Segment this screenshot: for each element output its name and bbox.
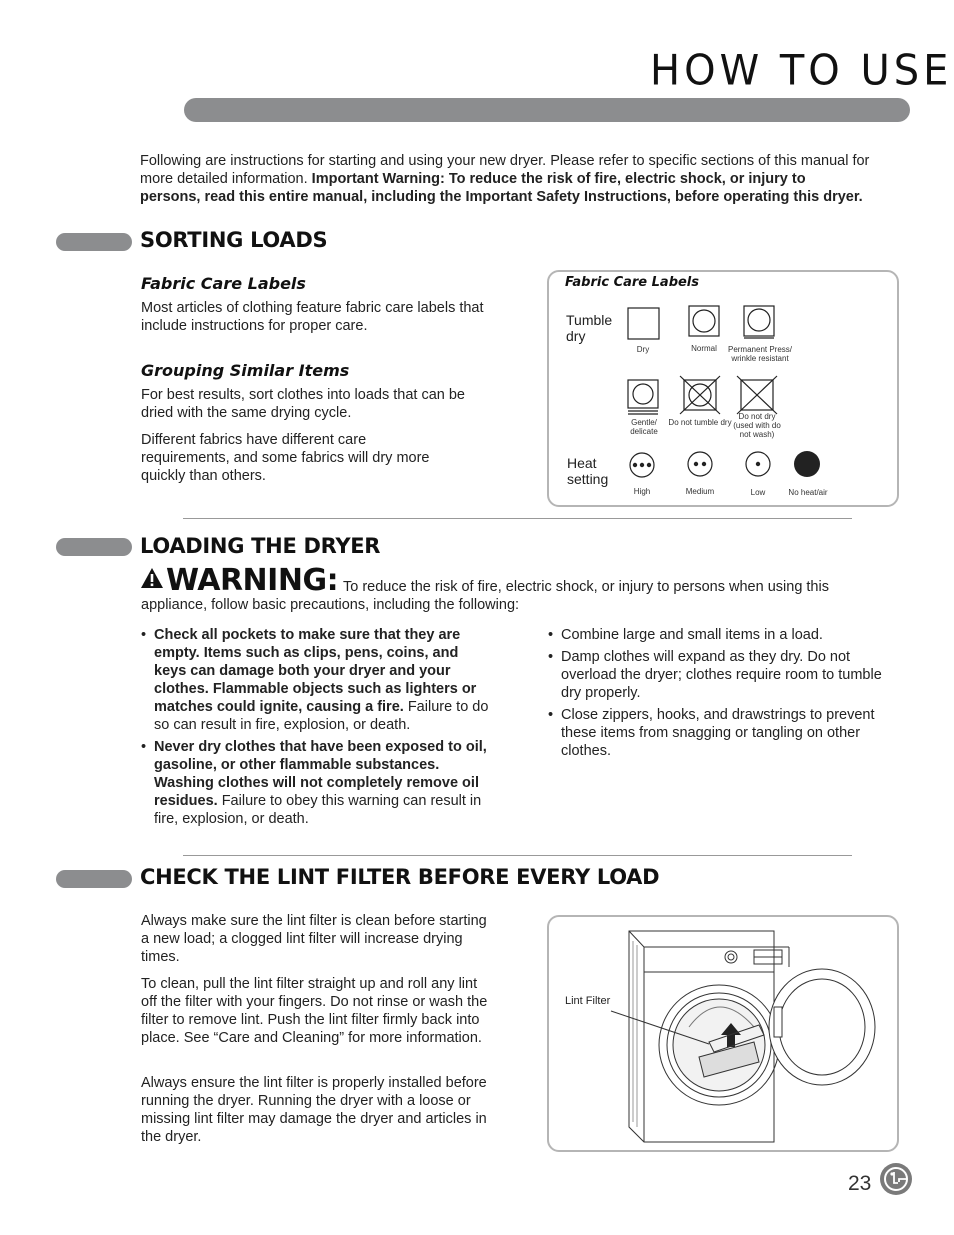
title-bar [184,98,910,122]
no-heat-symbol [794,451,820,477]
care-box-title: Fabric Care Labels [565,275,700,290]
warning-text: To reduce the risk of fire, electric shock, or injury to persons when using this appliance, follow basic precautions, including the following: [141,579,829,613]
warning-list-left [141,626,491,832]
intro-warning: Important Warning: To reduce the risk of fire, electric shock, or injury to persons, read this entire manual, including the Important Safety Instructions, before operating this dryer. [140,171,863,205]
no-dry-caption: Do not dry (used with do not wash) [733,412,781,439]
list-item-text: Failure to obey this warning can result in fire, explosion, or death. [154,793,482,827]
dry-caption: Dry [636,345,650,354]
loading-heading: LOADING THE DRYER [140,534,381,558]
list-item: • Close zippers, hooks, and drawstrings to prevent these items from snagging or tangling on other clothes. [548,706,888,760]
care-symbols [549,272,897,505]
warning-word: WARNING: [166,563,339,598]
lg-logo [880,1163,912,1195]
list-item-text: Failure to do so can result in fire, explosion, or death. [154,699,489,733]
heat-high-dot-2 [640,463,644,467]
fabric-care-text: Most articles of clothing feature fabric care labels that include instructions for proper care. [141,300,484,334]
lint-heading: CHECK THE LINT FILTER BEFORE EVERY LOAD [140,865,660,889]
heat-low-dot [756,462,760,466]
heat-medium-symbol [688,452,712,476]
normal-caption: Normal [691,344,717,353]
grouping-text-1: For best results, sort clothes into loads that can be dried with the same drying cycle. [141,387,465,421]
list-item-bold: Check all pockets to make sure that they are empty. Items such as clips, pens, coins, and keys can damage both your dryer and your clothes. Flammable objects such as lighters or matches could ignite, causing a fire. [154,627,477,715]
medium-caption: Medium [685,487,715,496]
lint-text-2: To clean, pull the lint filter straight up and roll any lint off the filter with your fingers. Do not rinse or wash the filter to remove lint. Push the lint filter firmly back into place. See “Care and Cleaning” for more information. [141,976,488,1046]
dry-symbol [628,308,659,339]
heat-high-dot-1 [633,463,637,467]
permanent-press-symbol-circle [748,309,770,331]
warning-list-right [548,626,888,764]
dryer-illustration-box [547,915,899,1152]
low-caption: Low [750,488,766,497]
list-item: • Combine large and small items in a load. [548,626,888,644]
intro-text: Following are instructions for starting and using your new dryer. Please refer to specific sections of this manual for more detailed information. [140,153,870,187]
no-tumble-caption: Do not tumble dry [668,418,732,427]
page-title: HOW TO USE [650,46,953,96]
heat-high-dot-3 [647,463,651,467]
lint-text-1: Always make sure the lint filter is clean before starting a new load; a clogged lint filter will increase drying times. [141,913,487,965]
heat-medium-dot-2 [702,462,706,466]
divider [183,855,852,856]
list-item-bold: Never dry clothes that have been exposed to oil, gasoline, or other flammable substances. Washing clothes will not completely remove oil residues. [154,739,487,809]
list-item [141,626,491,734]
page-number: 23 [848,1172,872,1195]
high-caption: High [633,487,651,496]
permanent-press-caption: Permanent Press/ wrinkle resistant [727,345,793,363]
section-marker [56,538,132,556]
lint-text-3: Always ensure the lint filter is properly installed before running the dryer. Running the dryer with a loose or missing lint filter may damage the dryer and articles in the dryer. [141,1075,487,1145]
fabric-care-heading: Fabric Care Labels [141,274,306,293]
lint-filter-callout: Lint Filter [565,995,611,1007]
intro-paragraph [140,152,870,206]
fabric-care-box [547,270,899,507]
heat-medium-dot-1 [694,462,698,466]
section-marker [56,233,132,251]
tumble-dry-label: Tumble dry [566,312,613,344]
gentle-symbol-circle [633,384,653,404]
dryer-illustration [549,917,897,1150]
grouping-text-2: Different fabrics have different care requirements, and some fabrics will dry more quickly than others. [141,432,430,484]
sorting-heading: SORTING LOADS [140,228,328,252]
list-item: • Damp clothes will expand as they dry. Do not overload the dryer; clothes require room to tumble dry properly. [548,648,888,702]
grouping-heading: Grouping Similar Items [141,361,350,380]
section-marker [56,870,132,888]
gentle-caption: Gentle/ delicate [630,418,658,436]
no-heat-caption: No heat/air [788,488,828,497]
list-item [141,738,491,828]
divider [183,518,852,519]
normal-symbol-circle [693,310,715,332]
logo-icon [880,1163,912,1195]
heat-setting-label: Heat setting [567,455,609,487]
